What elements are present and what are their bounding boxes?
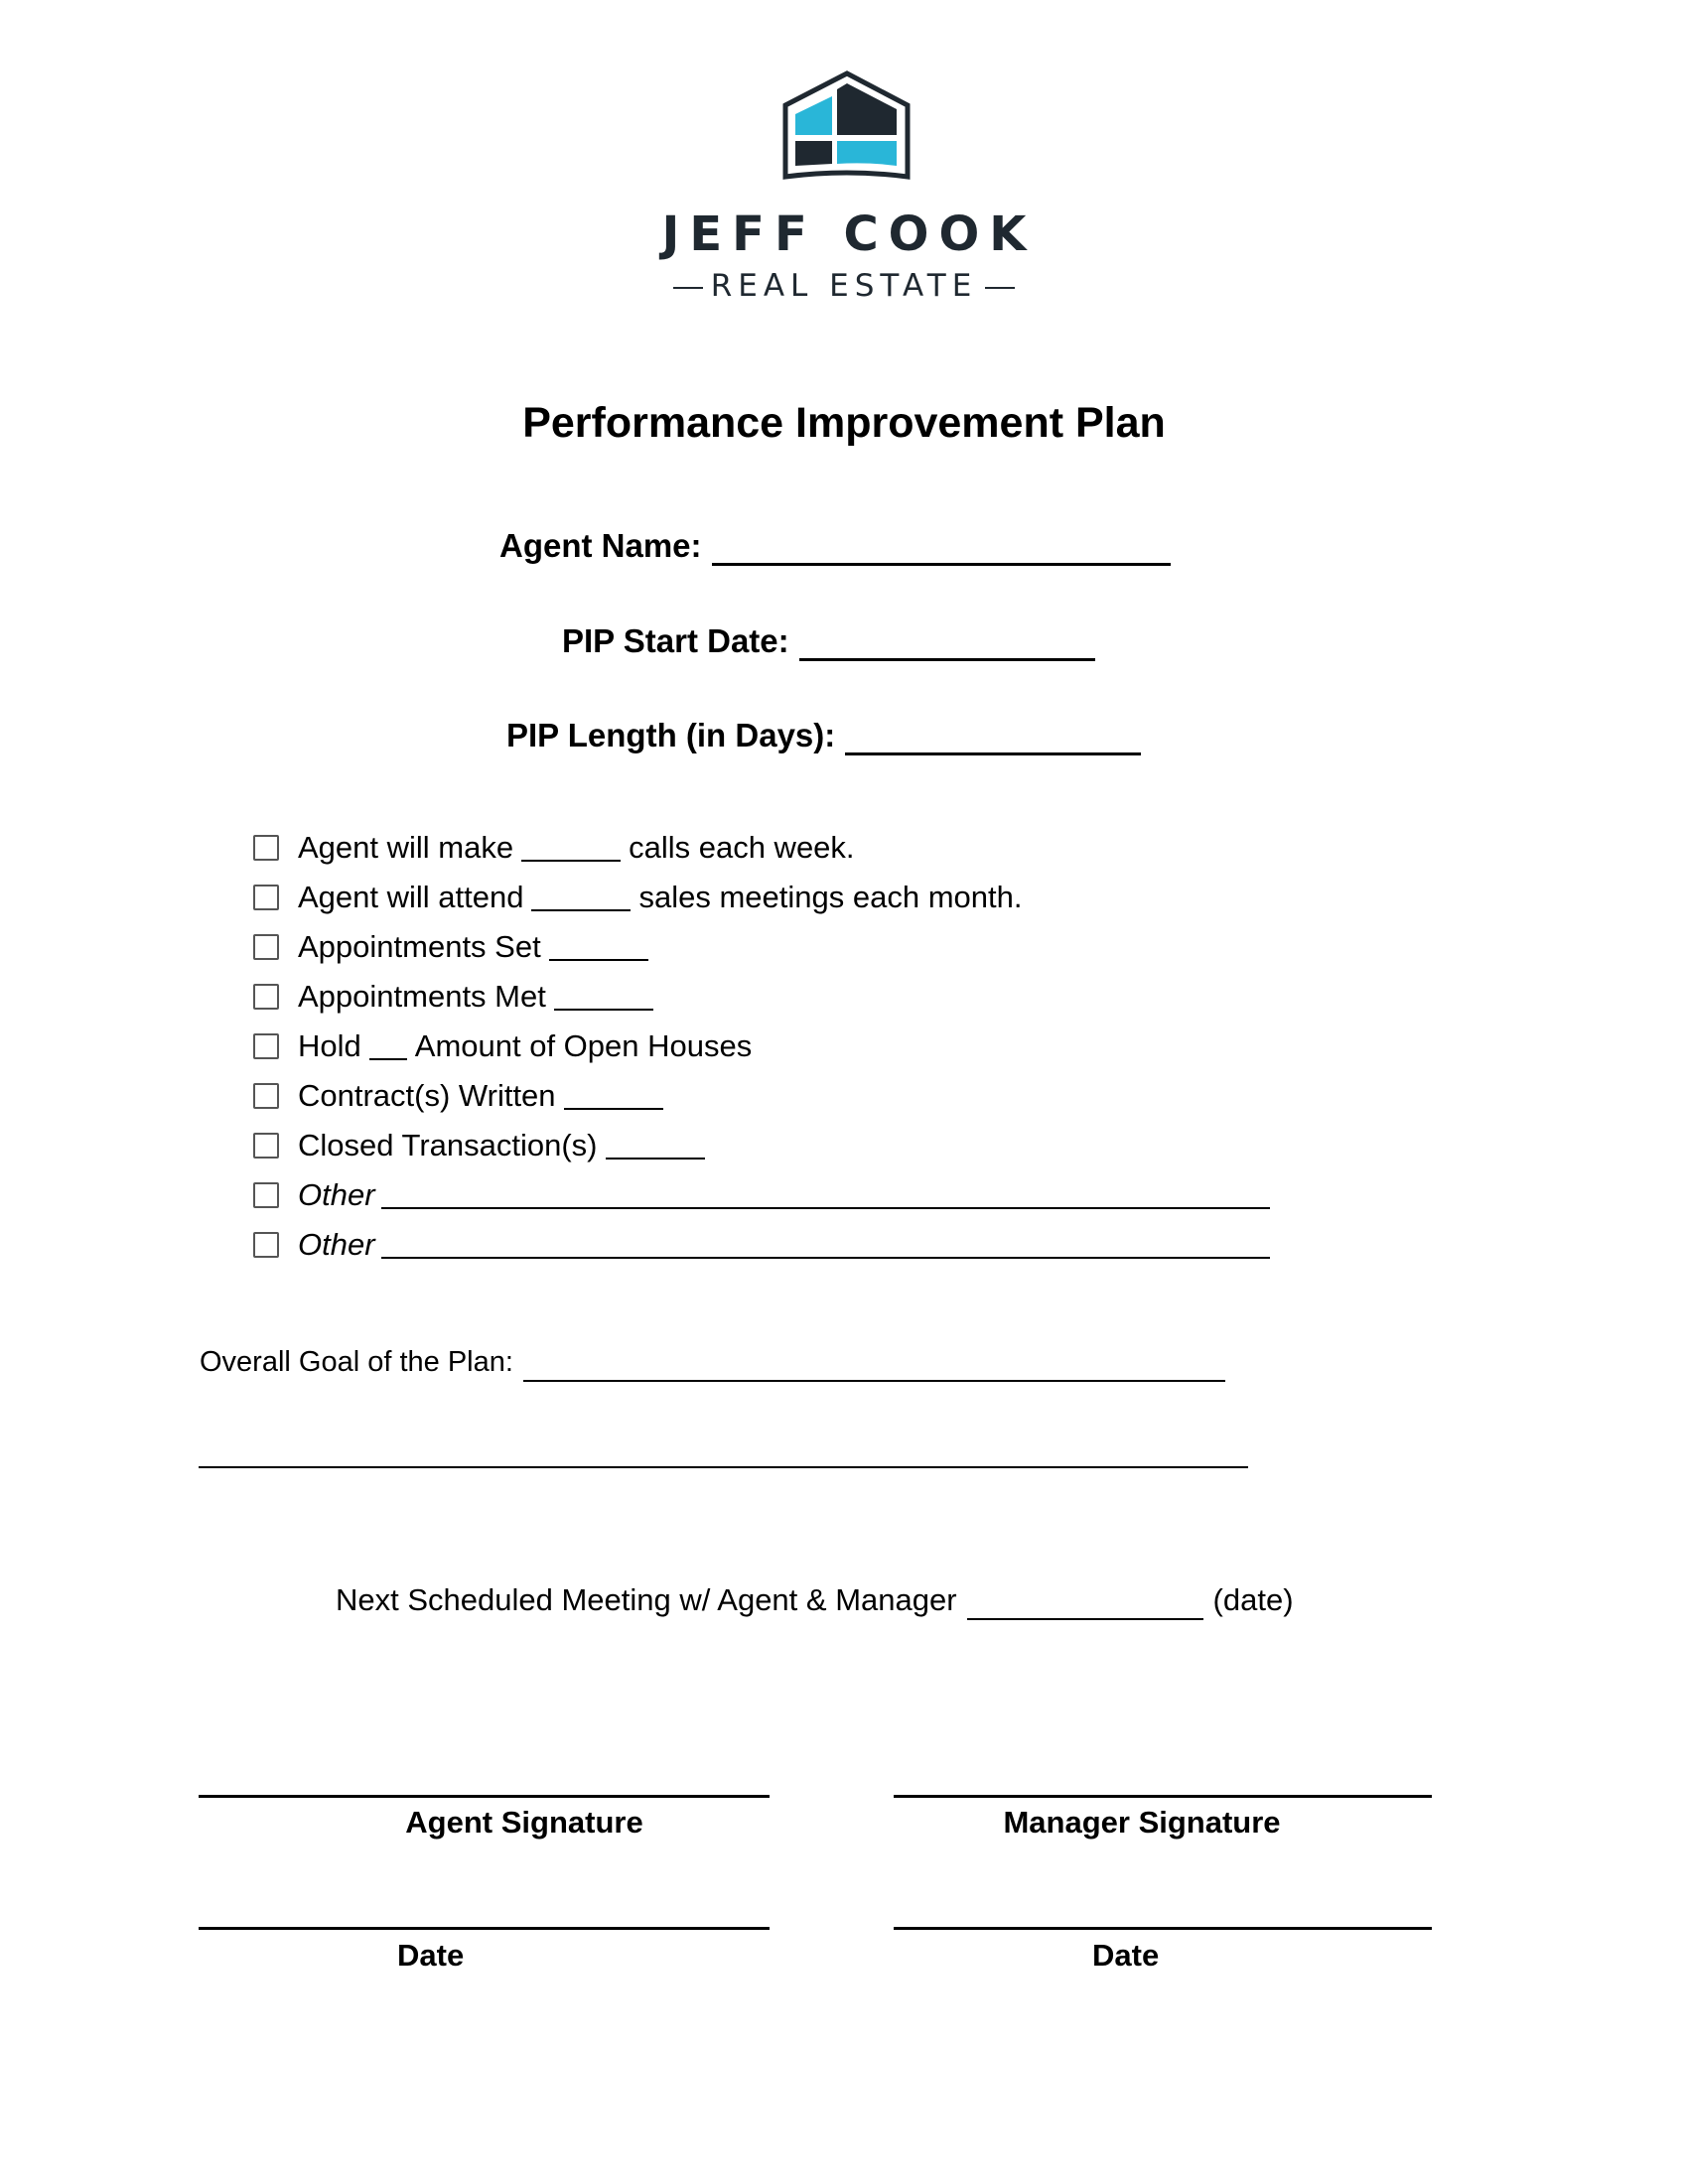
item-blank-input[interactable] [606,1132,705,1160]
agent-signature-line[interactable] [199,1795,770,1798]
manager-signature-label: Manager Signature [1003,1805,1281,1840]
checkbox[interactable] [253,984,279,1010]
agent-date-label: Date [397,1938,465,1973]
item-label: Appointments Met [298,979,546,1014]
pip-length-label: PIP Length (in Days): [506,717,836,753]
next-meeting-field [336,1580,1294,1620]
agent-signature-label: Agent Signature [405,1805,643,1840]
checklist-item [253,1126,713,1165]
item-label-suffix: calls each week. [629,830,855,865]
agent-name-input[interactable] [712,536,1171,566]
checkbox[interactable] [253,1083,279,1109]
item-label: Closed Transaction(s) [298,1128,598,1162]
checklist-item [253,977,661,1017]
checklist-item [253,1076,671,1116]
item-label: Contract(s) Written [298,1078,556,1113]
other-input[interactable] [381,1231,1270,1259]
checkbox[interactable] [253,1182,279,1208]
checkbox[interactable] [253,1133,279,1159]
other-input[interactable] [381,1181,1270,1209]
checkbox[interactable] [253,885,279,910]
pip-start-date-input[interactable] [799,631,1095,661]
overall-goal-label: Overall Goal of the Plan: [200,1346,513,1378]
overall-goal-input[interactable] [523,1354,1225,1382]
page-title: Performance Improvement Plan [522,399,1166,447]
brand-subtitle-text: REAL ESTATE [710,268,978,304]
item-blank-input[interactable] [554,983,653,1011]
pip-start-date-label: PIP Start Date: [562,622,789,659]
agent-name-field [499,526,1171,566]
item-blank-input[interactable] [531,884,631,911]
item-label: Other [298,1177,375,1212]
item-label-suffix: sales meetings each month. [638,880,1023,914]
manager-date-label: Date [1092,1938,1160,1973]
item-label-suffix: Amount of Open Houses [414,1028,753,1063]
pip-length-input[interactable] [845,726,1141,755]
pip-length-field [506,716,1141,755]
checkbox[interactable] [253,1232,279,1258]
checkbox[interactable] [253,1033,279,1059]
next-meeting-suffix: (date) [1212,1582,1294,1617]
divider [673,287,703,289]
brand-name: JEFF COOK [661,206,1037,262]
item-label: Agent will attend [298,880,524,914]
overall-goal-field [200,1342,1233,1382]
checklist-item [253,1026,752,1066]
item-label: Hold [298,1028,361,1063]
checklist-item [253,878,1022,917]
item-blank-input[interactable] [369,1032,407,1060]
checkbox[interactable] [253,934,279,960]
manager-date-line[interactable] [894,1927,1432,1930]
checkbox[interactable] [253,835,279,861]
manager-signature-line[interactable] [894,1795,1432,1798]
checklist-item [253,927,656,967]
checklist-item [253,1225,1278,1265]
brand-subtitle [596,268,1092,304]
agent-date-line[interactable] [199,1927,770,1930]
item-blank-input[interactable] [549,933,648,961]
next-meeting-date-input[interactable] [967,1592,1203,1620]
agent-name-label: Agent Name: [499,527,702,564]
next-meeting-label: Next Scheduled Meeting w/ Agent & Manager [336,1582,957,1617]
item-blank-input[interactable] [564,1082,663,1110]
pip-start-date-field [562,621,1095,661]
overall-goal-line-2[interactable] [199,1466,1248,1468]
item-blank-input[interactable] [521,834,621,862]
item-label: Agent will make [298,830,514,865]
divider [985,287,1015,289]
house-window-icon [779,69,914,184]
item-label: Other [298,1227,375,1262]
item-label: Appointments Set [298,929,541,964]
checklist-item [253,1175,1278,1215]
checklist-item [253,828,855,868]
